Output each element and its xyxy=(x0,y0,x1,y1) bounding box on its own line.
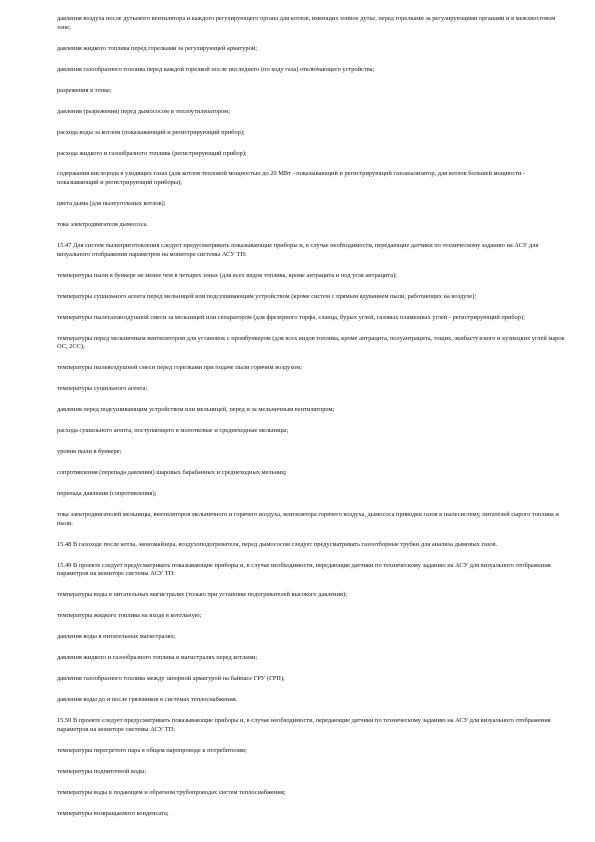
document-paragraph: 15.50 В проекте следует предусматривать показывающие приборы и, в случае необходимости, передающие датчики по техническому заданию на АСУ для визуального отображения параметров на мониторе системы АСУ ТП: xyxy=(57,717,551,733)
document-paragraph: температуры сушильного агента; xyxy=(57,385,148,393)
document-paragraph: давления газообразного топлива перед каждой горелкой после последнего (по ходу газа) отключающего устройства; xyxy=(57,65,375,73)
document-paragraph: содержания кислорода в уходящих газах (для котлов тепловой мощностью до 20 МВт - показывающий и регистрирующий газоанализатор, для котлов большей мощности - показывающий и регистрирующий приборы); xyxy=(57,170,526,187)
document-paragraph: 15.49 В проекте следует предусматривать показывающие приборы и, в случае необходимости, передающие датчики по техническому заданию на АСУ для визуального отображения параметров на мониторе системы АСУ ТП: xyxy=(57,561,551,578)
document-paragraph: температуры возвращаемого конденсата; xyxy=(57,809,169,817)
document-paragraph: расхода воды за котлом (показывающий и регистрирующий прибор); xyxy=(57,128,245,136)
document-paragraph: давления жидкого и газообразного топлива в магистралях перед котлами; xyxy=(57,654,258,662)
document-paragraph: температуры пылевоздушной смеси перед горелками при подаче пыли горячим воздухом; xyxy=(57,364,303,372)
document-paragraph: давления газообразного топлива между запорной арматурой на байпасе ГРУ (ГРП); xyxy=(57,675,285,683)
document-paragraph: давления воды в питательных магистралях; xyxy=(57,633,176,641)
document-paragraph: уровня пыли в бункере; xyxy=(57,448,122,456)
document-paragraph: температуры сушильного агента перед мельницей или подсушивающим устройством (кроме систем с прямым вдуванием пыли, работающих на воздухе); xyxy=(57,292,477,300)
document-paragraph: температуры пыли в бункере не менее чем в четырех зонах (для всех видов топлива, кроме антрацита и под угля антрацита); xyxy=(57,271,397,279)
document-paragraph: тока электродвигателя дымососа. xyxy=(57,221,148,229)
document-paragraph: разрежения в топке; xyxy=(57,86,112,94)
document-paragraph: давления воды до и после грязевиков в системах теплоснабжения. xyxy=(57,696,238,704)
document-paragraph: перепада давления (сопротивления); xyxy=(57,490,157,498)
document-paragraph: температуры пылегазовоздушной смеси за мельницей или сепаратором (для фрезерного торфа, сланца, бурых углей, газовых пламенных углей - регистрирующий прибор); xyxy=(57,313,525,321)
document-paragraph: давления жидкого топлива перед горелками за регулирующей арматурой; xyxy=(57,44,257,52)
document-paragraph: давления перед подсушивающим устройством или мельницей, перед и за мельничным вентилятором; xyxy=(57,406,335,414)
document-paragraph: тока электродвигателей мельницы, вентиляторов мельничного и горячего воздуха, вентилятора горячего воздуха, дымососа приводки газов в пылесистему, питателей сырого топлива и пыли. xyxy=(57,511,559,527)
document-paragraph: температуры подпиточной воды; xyxy=(57,767,147,775)
document-paragraph: 15.48 В газоходе после котла, экономайзера, воздухоподогревателя, перед дымососом следует предусматривать газоотборные трубки для анализа дымовых газов. xyxy=(57,540,498,548)
document-paragraph: цвета дыма (для пылеугольных котлов); xyxy=(57,200,166,208)
document-body xyxy=(57,15,567,831)
document-paragraph: температуры перед мельничным вентилятором для установок с промбункером (для всех видов топлива, кроме антрацита, полуантрацита, тощих, экибастузского и кузнецких углей марок ОС, 2СС); xyxy=(57,334,565,351)
document-paragraph: расхода жидкого и газообразного топлива (регистрирующий прибор); xyxy=(57,149,247,157)
document-paragraph: температуры жидкого топлива на входе в котельную; xyxy=(57,612,202,620)
document-paragraph: давления (разрежения) перед дымососом и теплоутилизатором; xyxy=(57,107,230,115)
document-paragraph: сопротивления (перепада давления) шаровых барабанных и среднеходных мельниц; xyxy=(57,469,287,477)
document-paragraph: 15.47 Для систем пылеприготовления следует предусматривать показывающие приборы и, в случае необходимости, передающие датчики по техническому заданию на АСУ для визуального отображения параметров на мониторе системы АСУ ТП: xyxy=(57,242,539,258)
document-paragraph: давления воздуха после дутьевого вентилятора и каждого регулирующего органа для котлов, имеющих зонное дутье, перед горелками за регулирующими органами и в межхвостовом зоне; xyxy=(57,15,556,31)
document-paragraph: температуры перегретого пара в общем паропроводе к потребителям; xyxy=(57,746,247,754)
document-paragraph: расхода сушильного агента, поступающего в молотковые и среднеходные мельницы; xyxy=(57,427,289,435)
document-paragraph: температуры воды в подающем и обратном трубопроводах систем теплоснабжения; xyxy=(57,788,286,796)
document-paragraph: температуры воды в питательных магистралях (только при установке подогревателей высокого давления); xyxy=(57,591,347,599)
